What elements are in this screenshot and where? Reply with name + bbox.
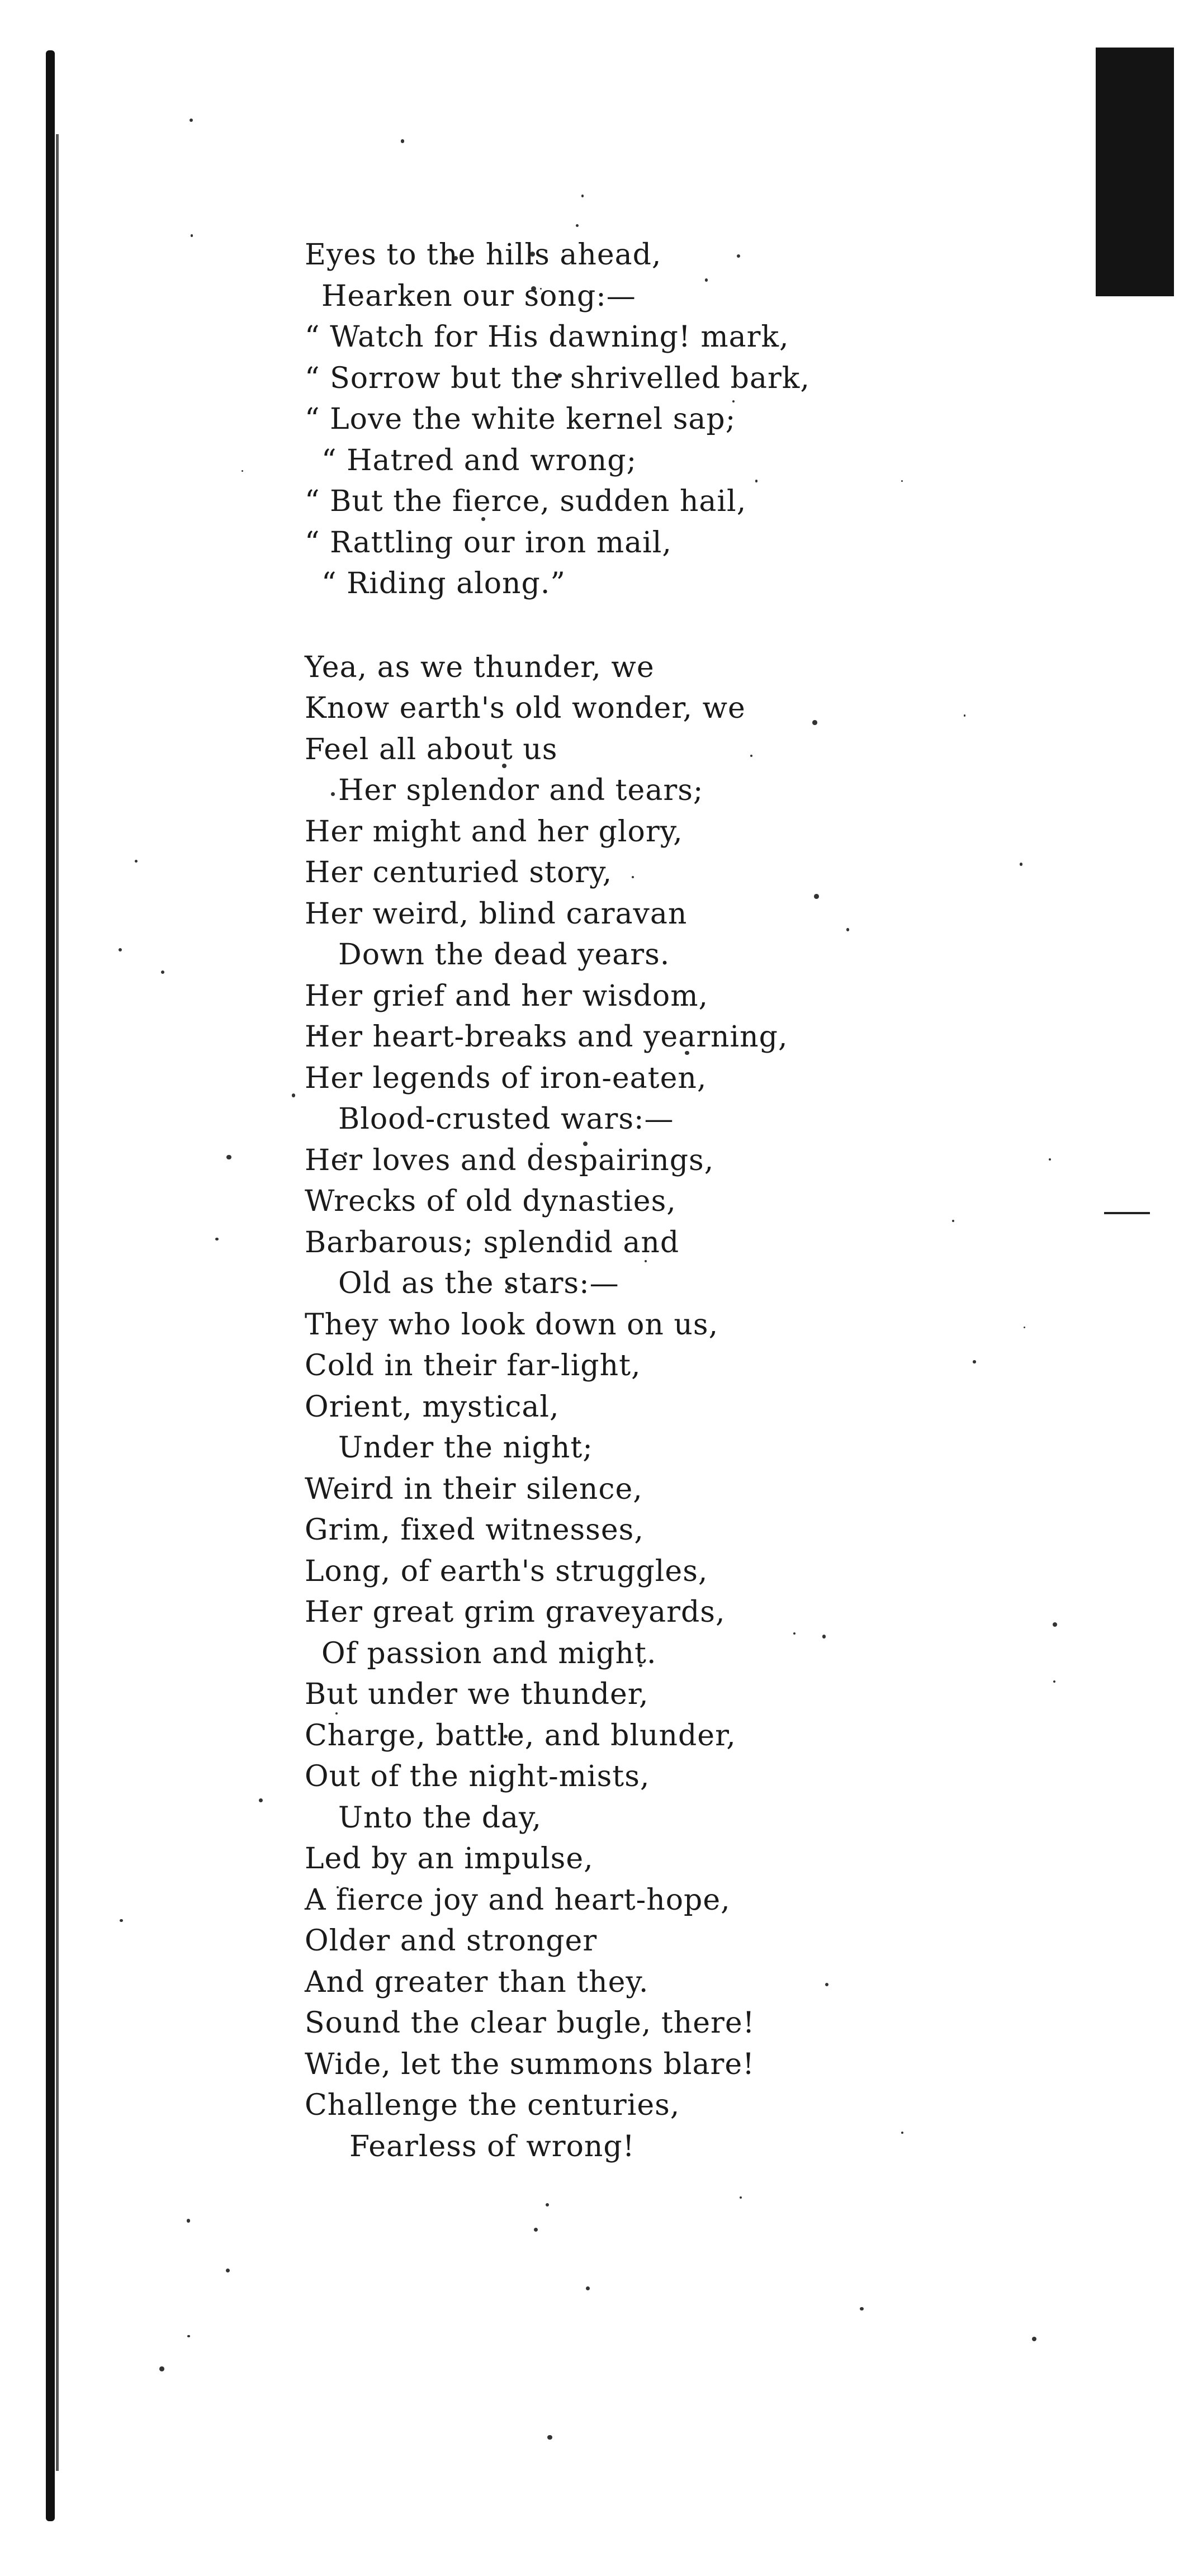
poem-line: But under we thunder, xyxy=(305,1678,649,1711)
poem-line: Her great grim graveyards, xyxy=(305,1595,726,1629)
poem-line: Challenge the centuries, xyxy=(305,2089,680,2122)
poem-line: Eyes to the hills ahead, xyxy=(305,238,662,272)
speck xyxy=(226,2269,230,2272)
poem-line: Her grief and her wisdom, xyxy=(305,979,709,1013)
poem-line: Know earth's old wonder, we xyxy=(305,692,746,725)
poem-line: Cold in their far-light, xyxy=(305,1349,641,1382)
poem-line: Her heart-breaks and yearning, xyxy=(305,1020,788,1054)
poem-line: “ Sorrow but the shrivelled bark, xyxy=(305,361,810,395)
poem-line: Her centuried story, xyxy=(305,856,613,889)
speck xyxy=(740,2196,742,2199)
poem-line: Weird in their silence, xyxy=(305,1472,643,1506)
speck xyxy=(1024,1327,1025,1328)
poem-line: Her weird, blind caravan xyxy=(305,897,688,931)
speck xyxy=(187,2219,191,2223)
poem xyxy=(305,235,976,2167)
speck xyxy=(401,139,405,143)
poem-line: Long, of earth's struggles, xyxy=(305,1554,708,1588)
stanza xyxy=(305,235,976,605)
page-tab-marker xyxy=(1096,48,1174,296)
speck xyxy=(190,119,193,122)
poem-line: They who look down on us, xyxy=(305,1308,719,1342)
speck xyxy=(159,2366,164,2371)
margin-dash xyxy=(1104,1212,1150,1214)
poem-line: Charge, battle, and blunder, xyxy=(305,1718,736,1753)
poem-line: Under the night; xyxy=(338,1431,593,1465)
poem-line: Of passion and might. xyxy=(321,1636,657,1670)
poem-line: Feel all about us xyxy=(305,732,558,766)
binding-edge-shadow xyxy=(56,134,59,2471)
poem-line: Her loves and despairings, xyxy=(305,1143,714,1177)
poem-line: Out of the night-mists, xyxy=(305,1760,650,1793)
speck xyxy=(215,1238,218,1240)
speck xyxy=(860,2307,863,2310)
speck xyxy=(191,234,193,236)
poem-line: Barbarous; splendid and xyxy=(305,1225,680,1259)
poem-line: Older and stronger xyxy=(305,1924,598,1958)
poem-line: Hearken our song:— xyxy=(321,279,636,313)
stanza xyxy=(305,647,976,2168)
poem-line: Led by an impulse, xyxy=(305,1842,594,1876)
speck xyxy=(119,948,122,952)
speck xyxy=(259,1798,263,1802)
poem-line: Her might and her glory, xyxy=(305,815,683,849)
speck xyxy=(226,1155,231,1160)
speck xyxy=(581,195,584,197)
speck xyxy=(576,224,579,227)
binding-edge xyxy=(46,50,55,2521)
poem-line: Wrecks of old dynasties, xyxy=(305,1185,676,1218)
speck xyxy=(546,2203,550,2207)
speck xyxy=(1049,1158,1051,1161)
speck xyxy=(161,970,164,974)
poem-line: Her legends of iron-eaten, xyxy=(305,1061,707,1095)
poem-line: Old as the stars:— xyxy=(338,1267,619,1300)
poem-line: Wide, let the summons blare! xyxy=(305,2047,755,2081)
poem-line: Fearless of wrong! xyxy=(349,2129,635,2163)
speck xyxy=(1053,1680,1055,1683)
poem-line: And greater than they. xyxy=(305,1965,649,1999)
poem-line: Grim, fixed witnesses, xyxy=(305,1513,644,1547)
poem-line: “ Hatred and wrong; xyxy=(321,443,637,477)
poem-line: A fierce joy and heart-hope, xyxy=(305,1883,731,1917)
poem-line: Yea, as we thunder, we xyxy=(305,650,655,684)
poem-line: Down the dead years. xyxy=(338,938,670,972)
poem-line: Blood-crusted wars:— xyxy=(338,1102,674,1136)
poem-line: Orient, mystical, xyxy=(305,1390,560,1424)
speck xyxy=(534,2228,538,2232)
speck xyxy=(1032,2337,1036,2341)
speck xyxy=(1053,1622,1057,1627)
speck xyxy=(1020,863,1023,866)
speck xyxy=(135,860,138,863)
poem-line: “ Watch for His dawning! mark, xyxy=(305,320,789,354)
poem-line: Unto the day, xyxy=(338,1801,542,1835)
poem-line: “ Riding along.” xyxy=(321,567,566,600)
poem-line: Her splendor and tears; xyxy=(338,774,704,807)
speck xyxy=(242,470,243,472)
speck xyxy=(586,2286,590,2290)
speck xyxy=(292,1093,295,1097)
poem-line: “ Rattling our iron mail, xyxy=(305,525,672,560)
poem-line: “ But the fierce, sudden hail, xyxy=(305,485,747,518)
speck xyxy=(187,2335,190,2337)
poem-line: “ Love the white kernel sap; xyxy=(305,402,736,436)
speck xyxy=(120,1919,123,1922)
speck xyxy=(547,2435,552,2440)
poem-line: Sound the clear bugle, there! xyxy=(305,2006,755,2040)
